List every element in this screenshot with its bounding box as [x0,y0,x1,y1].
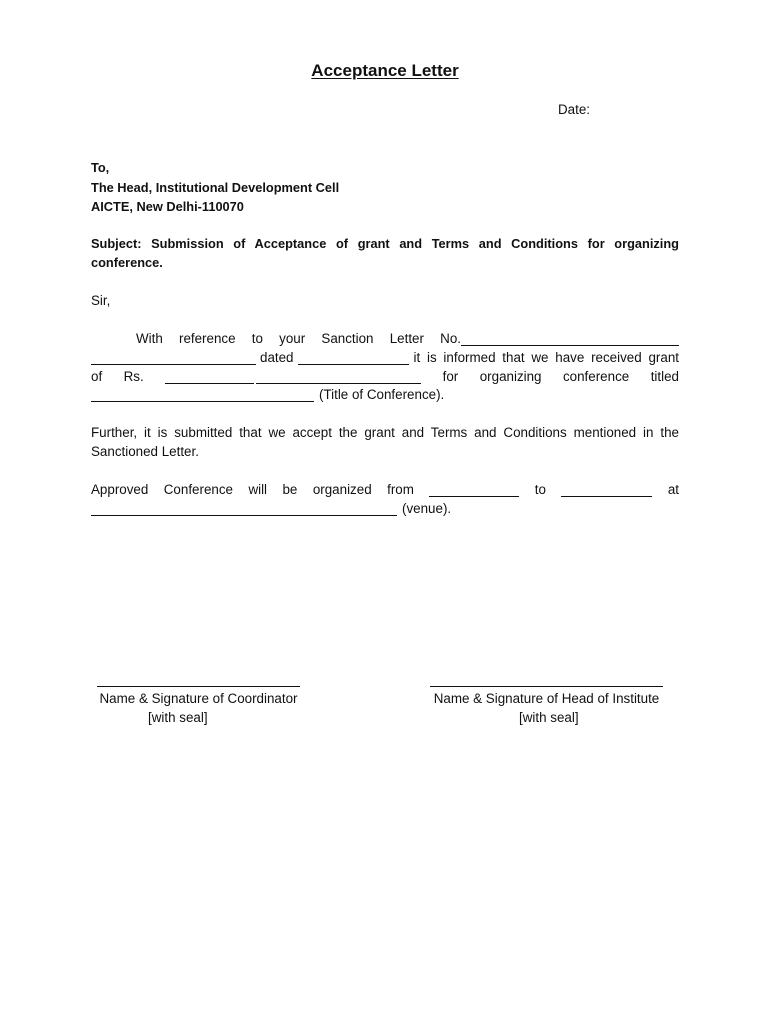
venue-label: (venue). [402,501,452,516]
acceptance-statement-line-1: Further, it is submitted that we accept the grant and Terms and Conditions mentioned in the [91,425,679,440]
blank-sanction-letter-no-continued [91,348,256,365]
reference-line-1 [91,329,679,348]
for-word: for [442,369,459,384]
blank-grant-amount-part-2 [256,367,421,384]
schedule-line-2 [91,499,679,518]
rs-label: Rs. [123,369,144,384]
coordinator-seal-note: [with seal] [148,710,208,725]
address-location: AICTE, New Delhi-110070 [91,199,244,214]
blank-from-date [429,480,519,497]
blank-to-date [561,480,652,497]
at-word: at [667,482,679,497]
reference-line-3 [91,367,679,386]
organized-word: organized [312,482,372,497]
titled-word: titled [650,369,679,384]
blank-grant-amount [165,367,421,384]
document-title: Acceptance Letter [311,61,459,80]
date-label: Date: [558,102,591,117]
reference-intro-text: With reference to your Sanction Letter No. [136,331,461,346]
blank-conference-title [91,385,314,402]
grant-received-text: it is informed that we have received grant [413,350,679,365]
subject-line-2: conference. [91,255,163,270]
blank-venue [91,499,397,516]
head-signature-line [430,686,663,687]
organizing-word: organizing [479,369,542,384]
from-word: from [387,482,414,497]
of-word: of [91,369,103,384]
dated-label: dated [260,350,294,365]
head-seal-note: [with seal] [519,710,579,725]
conference-word: Conference [163,482,233,497]
blank-sanction-letter-no [461,329,679,346]
salutation: Sir, [91,293,111,308]
acceptance-statement-line-2: Sanctioned Letter. [91,444,199,459]
conference-word: conference [562,369,630,384]
coordinator-signature-label: Name & Signature of Coordinator [99,691,298,706]
reference-line-4 [91,385,679,404]
head-signature-label: Name & Signature of Head of Institute [433,691,660,706]
schedule-line-1 [91,480,679,499]
approved-word: Approved [91,482,149,497]
to-word: to [534,482,546,497]
subject-line-1: Subject: Submission of Acceptance of grant and Terms and Conditions for organizing [91,236,679,251]
address-recipient: The Head, Institutional Development Cell [91,180,340,195]
blank-sanction-date [298,348,409,365]
will-word: will [248,482,268,497]
address-to: To, [91,160,110,175]
title-of-conference-label: (Title of Conference). [319,387,445,402]
blank-grant-amount-part-1 [165,367,254,384]
coordinator-signature-line [97,686,300,687]
be-word: be [282,482,298,497]
reference-line-2 [91,348,679,367]
